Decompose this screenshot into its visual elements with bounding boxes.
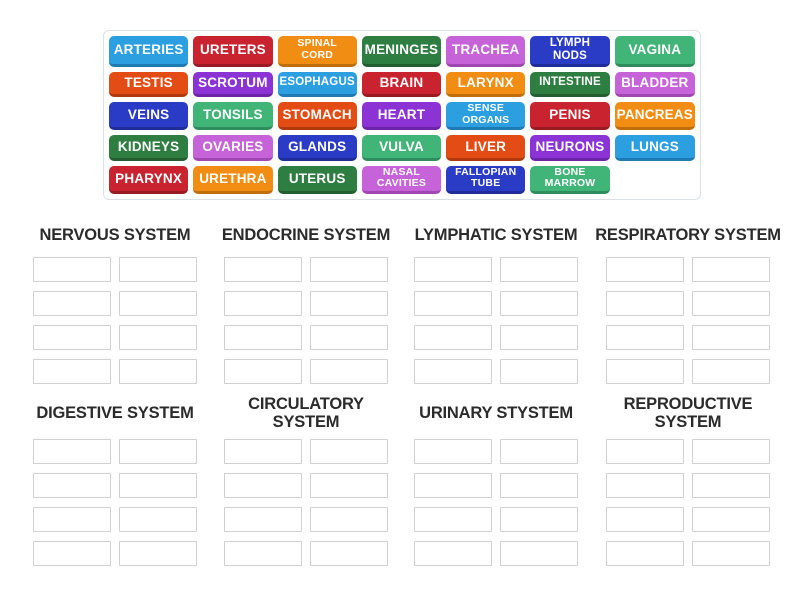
answer-slot[interactable] (119, 257, 197, 282)
answer-slot[interactable] (224, 291, 302, 316)
answer-slot[interactable] (33, 473, 111, 498)
group-title (414, 218, 578, 254)
word-tile[interactable]: TESTIS (109, 72, 188, 97)
word-tile[interactable]: VAGINA (615, 36, 695, 67)
answer-slot[interactable] (119, 473, 197, 498)
answer-slot[interactable] (119, 325, 197, 350)
answer-slot[interactable] (500, 291, 578, 316)
slot-grid (606, 257, 770, 384)
word-tile[interactable]: PANCREAS (615, 102, 695, 131)
group-title-label: DIGESTIVE SYSTEM (36, 404, 194, 423)
group-title-label: ENDOCRINE SYSTEM (221, 226, 391, 245)
answer-slot[interactable] (692, 325, 770, 350)
group-title (33, 392, 197, 436)
word-tile[interactable]: INTESTINE (530, 72, 609, 97)
word-tile[interactable]: GLANDS (278, 135, 357, 160)
group-title-label: NERVOUS SYSTEM (39, 226, 191, 245)
answer-slot[interactable] (500, 439, 578, 464)
word-tile[interactable]: URETERS (193, 36, 272, 67)
answer-slot[interactable] (606, 291, 684, 316)
word-tile[interactable]: UTERUS (278, 166, 357, 195)
answer-slot[interactable] (414, 541, 492, 566)
answer-slot[interactable] (414, 473, 492, 498)
word-tile[interactable]: VULVA (362, 135, 441, 160)
word-tile[interactable]: STOMACH (278, 102, 357, 131)
word-tile[interactable]: SPINAL CORD (278, 36, 357, 67)
word-bank (103, 30, 701, 200)
answer-slot[interactable] (224, 325, 302, 350)
group-respiratory-system (595, 218, 781, 384)
answer-slot[interactable] (310, 473, 388, 498)
answer-slot[interactable] (224, 507, 302, 532)
answer-slot[interactable] (310, 359, 388, 384)
answer-slot[interactable] (500, 507, 578, 532)
word-tile[interactable]: TRACHEA (446, 36, 525, 67)
group-digestive-system (33, 392, 197, 566)
answer-slot[interactable] (692, 291, 770, 316)
slot-grid (606, 439, 770, 566)
group-title (33, 218, 197, 254)
answer-slot[interactable] (500, 473, 578, 498)
word-tile[interactable]: NASAL CAVITIES (362, 166, 441, 195)
group-title-label: RESPIRATORY SYSTEM (595, 226, 781, 245)
answer-slot[interactable] (606, 473, 684, 498)
word-tile[interactable]: BLADDER (615, 72, 695, 97)
answer-slot[interactable] (224, 439, 302, 464)
answer-slot[interactable] (224, 541, 302, 566)
answer-slot[interactable] (414, 507, 492, 532)
answer-slot[interactable] (33, 507, 111, 532)
answer-slot[interactable] (310, 507, 388, 532)
answer-slot[interactable] (500, 257, 578, 282)
word-tile[interactable]: ARTERIES (109, 36, 188, 67)
answer-slot[interactable] (606, 359, 684, 384)
word-tile[interactable]: VEINS (109, 102, 188, 131)
answer-slot[interactable] (414, 359, 492, 384)
group-title (414, 392, 578, 436)
slot-grid (414, 439, 578, 566)
answer-slot[interactable] (414, 439, 492, 464)
word-tile[interactable]: KIDNEYS (109, 135, 188, 160)
word-tile[interactable]: HEART (362, 102, 441, 131)
answer-slot[interactable] (692, 541, 770, 566)
answer-slot[interactable] (33, 291, 111, 316)
group-title (606, 392, 770, 436)
answer-slot[interactable] (33, 541, 111, 566)
word-tile[interactable]: OVARIES (193, 135, 272, 160)
word-tile[interactable]: MENINGES (362, 36, 441, 67)
word-tile[interactable]: ESOPHAGUS (278, 72, 357, 97)
group-title-label: CIRCULATORY SYSTEM (248, 395, 364, 431)
group-title-label: REPRODUCTIVE SYSTEM (623, 395, 753, 431)
answer-slot[interactable] (33, 359, 111, 384)
group-circulatory-system (224, 392, 388, 566)
answer-slot[interactable] (500, 359, 578, 384)
group-nervous-system (33, 218, 197, 384)
group-title-label: URINARY STYSTEM (419, 404, 573, 423)
answer-slot[interactable] (310, 325, 388, 350)
answer-slot[interactable] (33, 325, 111, 350)
group-title (224, 392, 388, 436)
answer-slot[interactable] (692, 359, 770, 384)
word-tile[interactable]: NEURONS (530, 135, 609, 160)
answer-slot[interactable] (224, 257, 302, 282)
group-title-label: LYMPHATIC SYSTEM (414, 226, 578, 245)
slot-grid (224, 439, 388, 566)
answer-slot[interactable] (119, 541, 197, 566)
answer-slot[interactable] (224, 359, 302, 384)
answer-slot[interactable] (606, 507, 684, 532)
group-reproductive-system (606, 392, 770, 566)
group-lymphatic-system (414, 218, 578, 384)
word-tile[interactable]: PHARYNX (109, 166, 188, 195)
answer-slot[interactable] (606, 541, 684, 566)
word-tile[interactable]: SENSE ORGANS (446, 102, 525, 131)
answer-slot[interactable] (606, 439, 684, 464)
group-title (595, 218, 781, 254)
answer-slot[interactable] (310, 439, 388, 464)
answer-slot[interactable] (119, 439, 197, 464)
answer-slot[interactable] (310, 541, 388, 566)
word-tile[interactable]: LARYNX (446, 72, 525, 97)
answer-slot[interactable] (606, 257, 684, 282)
answer-slot[interactable] (414, 291, 492, 316)
answer-slot[interactable] (33, 439, 111, 464)
slot-grid (33, 439, 197, 566)
answer-slot[interactable] (692, 257, 770, 282)
slot-grid (224, 257, 388, 384)
slot-grid (33, 257, 197, 384)
word-tile[interactable]: BONE MARROW (530, 166, 609, 195)
word-tile[interactable]: LIVER (446, 135, 525, 160)
answer-slot[interactable] (33, 257, 111, 282)
word-tile[interactable]: PENIS (530, 102, 609, 131)
word-tile[interactable]: BRAIN (362, 72, 441, 97)
word-tile[interactable]: TONSILS (193, 102, 272, 131)
group-urinary-system (414, 392, 578, 566)
word-tile[interactable]: SCROTUM (193, 72, 272, 97)
answer-slot[interactable] (692, 507, 770, 532)
answer-slot[interactable] (224, 473, 302, 498)
answer-slot[interactable] (414, 257, 492, 282)
answer-slot[interactable] (414, 325, 492, 350)
answer-slot[interactable] (310, 291, 388, 316)
answer-slot[interactable] (119, 359, 197, 384)
answer-slot[interactable] (692, 473, 770, 498)
answer-slot[interactable] (500, 541, 578, 566)
group-endocrine-system (221, 218, 391, 384)
word-tile[interactable]: LUNGS (615, 135, 695, 160)
answer-slot[interactable] (692, 439, 770, 464)
answer-slot[interactable] (310, 257, 388, 282)
answer-slot[interactable] (119, 507, 197, 532)
word-tile[interactable]: URETHRA (193, 166, 272, 195)
answer-slot[interactable] (606, 325, 684, 350)
answer-slot[interactable] (119, 291, 197, 316)
word-tile[interactable]: FALLOPIAN TUBE (446, 166, 525, 195)
word-tile[interactable]: LYMPH NODS (530, 36, 609, 67)
answer-slot[interactable] (500, 325, 578, 350)
group-title (221, 218, 391, 254)
slot-grid (414, 257, 578, 384)
